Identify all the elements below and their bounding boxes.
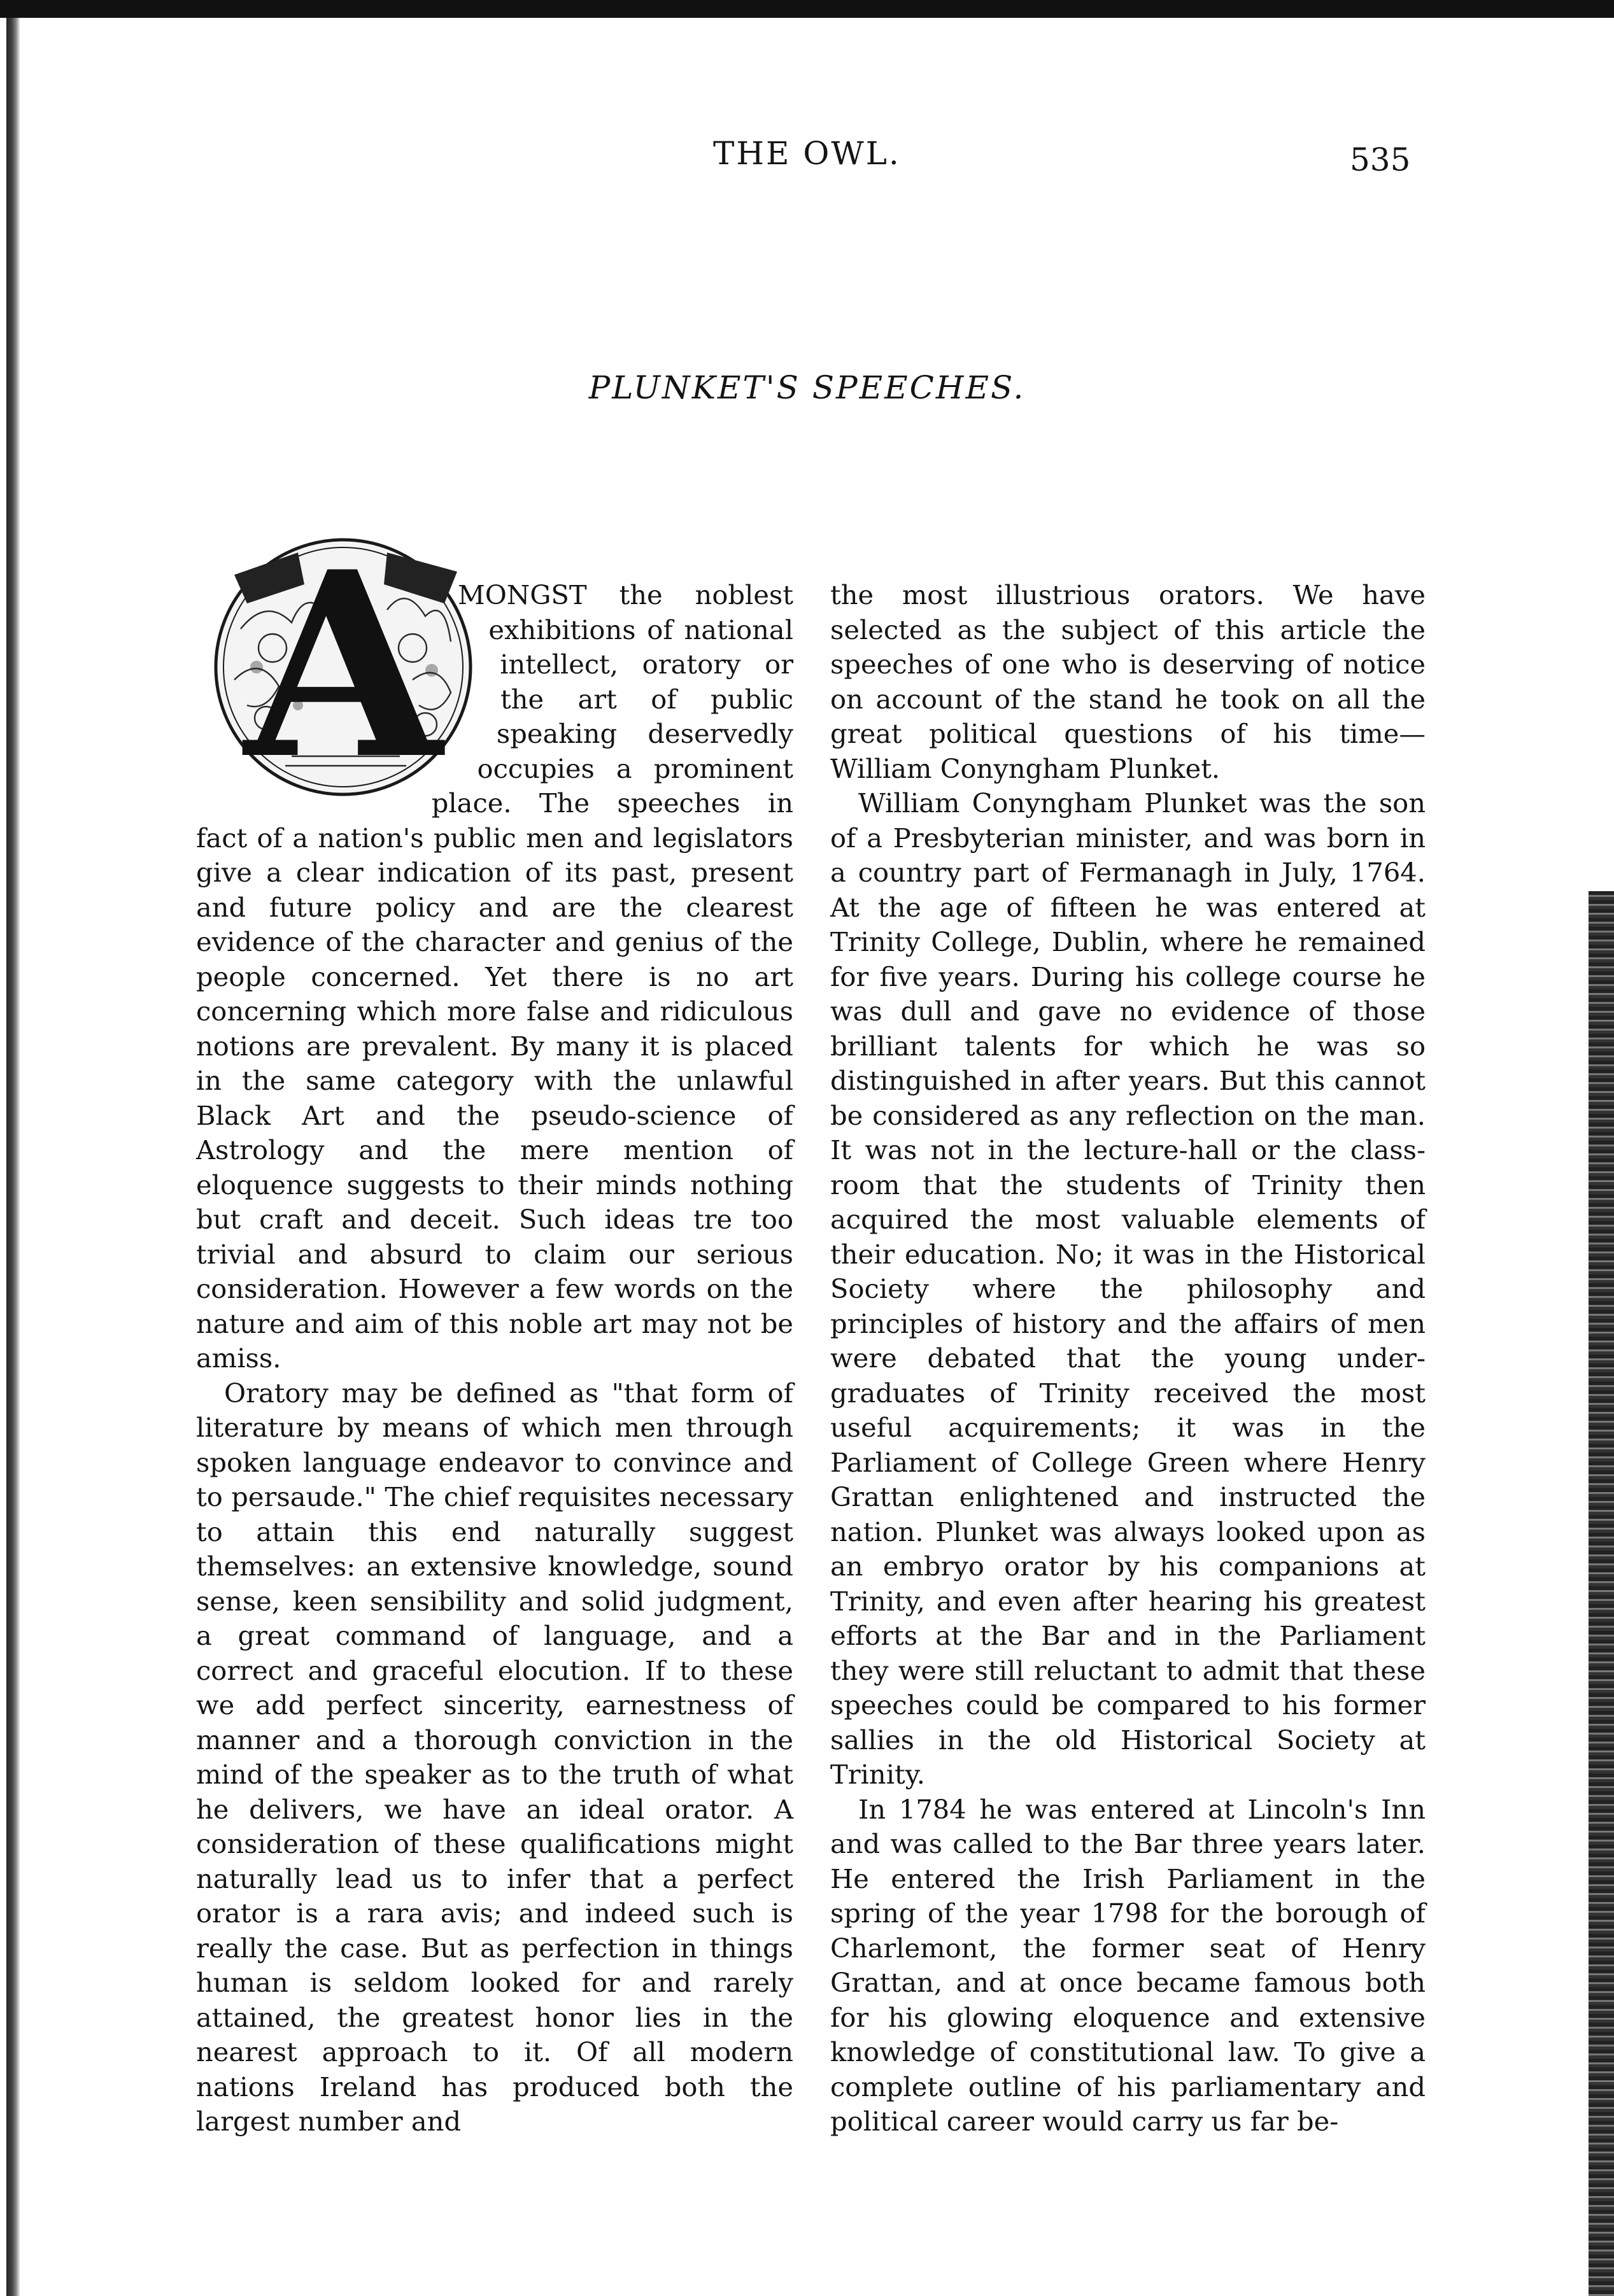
scan-left-edge xyxy=(6,18,20,2296)
drop-cap-ornament xyxy=(196,514,490,805)
paragraph: William Conyngham Plunket was the son of a Presbyterian minister, and was born in a country part of Fermanagh in July, 1764. At the age of fifteen he was entered at Trinity College, Dublin, where he remained for five years. During his college course he was dull and gave no evidence of those brilliant talents for which he was so distinguished in after years. But this cannot be considered as any reflection on the man. It was not in the lecture-hall or the class-room that the students of Trinity then acquired the most valuable elements of their education. No; it was in the Historical Society where the philosophy and principles of history and the affairs of men were debated that the young under-graduates of Trinity received the most useful acquirements; it was in the Parliament of College Green where Henry Grattan enlightened and instructed the nation. Plunket was always looked upon as an embryo orator by his companions at Trinity, and even after hearing his greatest efforts at the Bar and in the Parliament they were still reluctant to admit that these speeches could be compared to his former sallies in the old Historical Society at Trinity. xyxy=(830,787,1426,1790)
paragraph: MONGST the noblest exhibitions of national intellect, oratory or the art of public speaking deservedly occupies a prominent place. The speeches in fact of a nation's public men and legislators give a clear indication of its past, present and future policy and are the clearest evidence of the character and genius of the people concerned. Yet there is no art concerning which more false and ridiculous notions are prevalent. By many it is placed in the same category with the unlawful Black Art and the pseudo-science of Astrology and the mere mention of eloquence suggests to their minds nothing but craft and deceit. Such ideas tre too trivial and absurd to claim our serious consideration. However a few words on the nature and aim of this noble art may not be amiss. xyxy=(196,579,793,1374)
article-title: PLUNKET'S SPEECHES. xyxy=(588,369,1026,406)
page-header xyxy=(0,135,1614,186)
scan-right-edge xyxy=(1589,891,1614,2296)
scan-top-rule xyxy=(0,0,1614,18)
drop-cap-letter: A xyxy=(244,516,442,805)
left-column xyxy=(196,516,793,2139)
drop-cap-ornament-icon xyxy=(196,514,490,805)
paragraph: Oratory may be defined as "that form of literature by means of which men through spoken language endeavor to convince and to persaude." The chief requisites necessary to attain this end naturally suggest themselves: an extensive knowledge, sound sense, keen sensibility and solid judgment, a great command of language, and a correct and graceful elocution. If to these we add perfect sincerity, earnestness of manner and a thorough conviction in the mind of the speaker as to the truth of what he delivers, we have an ideal orator. A consideration of these qualifications might naturally lead us to infer that a perfect orator is a rara avis; and indeed such is really the case. But as perfection in things human is seldom looked for and rarely attained, the greatest honor lies in the nearest approach to it. Of all modern nations Ireland has produced both the largest number and xyxy=(196,1377,793,2137)
page-number: 535 xyxy=(1350,141,1411,178)
running-head: THE OWL. xyxy=(713,135,901,172)
paragraph: the most illustrious orators. We have selected as the subject of this article the speeches of one who is deserving of notice on account of the stand he took on all the great political questions of his time— William Conyngham Plunket. xyxy=(830,579,1426,784)
right-column xyxy=(830,578,1426,2139)
paragraph: In 1784 he was entered at Lincoln's Inn and was called to the Bar three years later. He entered the Irish Parliament in the spring of the year 1798 for the borough of Charlemont, the former seat of Henry Grattan, and at once became famous both for his glowing eloquence and extensive knowledge of constitutional law. To give a complete outline of his parliamentary and political career would carry us far be- xyxy=(830,1793,1426,2137)
